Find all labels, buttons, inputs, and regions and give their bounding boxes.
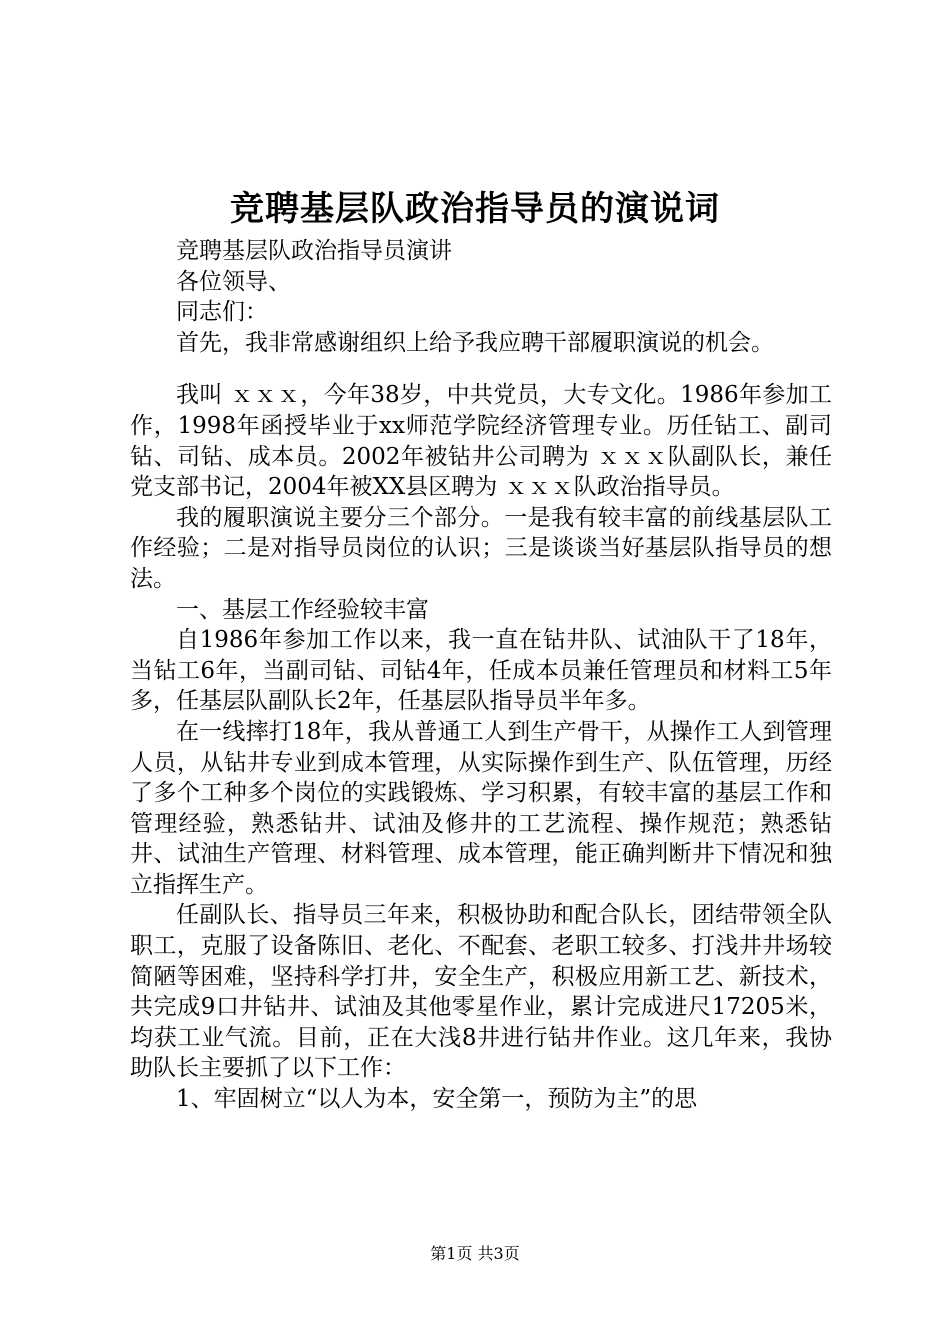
list-item-1: 1、牢固树立“以人为本，安全第一，预防为主”的思 xyxy=(176,1086,698,1113)
section-heading-experience: 一、基层工作经验较丰富 xyxy=(176,596,429,623)
paragraph-gap xyxy=(130,358,832,380)
paragraph-speech-heading: 竞聘基层队政治指导员演讲 xyxy=(176,238,452,264)
document-body xyxy=(130,236,832,1115)
paragraph-greeting-leaders: 各位领导、 xyxy=(176,268,291,295)
paragraph-achievements: 任副队长、指导员三年来，积极协助和配合队长，团结带领全队职工，克服了设备陈旧、老化、不配套、老职工较多、打浅井井场较简陋等困难，坚持科学打井，安全生产，积极应用新工艺、新技术，共完成9口井钻井、试油及其他零星作业，累计完成进尺17205米，均获工业气流。目前，正在大浅8井进行钻井作业。这几年来，我协助队长主要抓了以下工作： xyxy=(130,902,832,1082)
paragraph-work-history: 自1986年参加工作以来，我一直在钻井队、试油队干了18年，当钻工6年，当副司钻、司钻4年，任成本员兼任管理员和材料工5年多，任基层队副队长2年，任基层队指导员半年多。 xyxy=(130,627,832,715)
paragraph-speech-outline: 我的履职演说主要分三个部分。一是我有较丰富的前线基层队工作经验；二是对指导员岗位的认识；三是谈谈当好基层队指导员的想法。 xyxy=(130,504,832,592)
paragraph-thanks: 首先，我非常感谢组织上给予我应聘干部履职演说的机会。 xyxy=(176,329,774,356)
paragraph-frontline-experience: 在一线摔打18年，我从普通工人到生产骨干，从操作工人到管理人员，从钻井专业到成本管理，从实际操作到生产、队伍管理，历经了多个工种多个岗位的实践锻炼、学习积累，有较丰富的基层工作和管理经验，熟悉钻井、试油及修井的工艺流程、操作规范；熟悉钻井、试油生产管理、材料管理、成本管理，能正确判断井下情况和独立指挥生产。 xyxy=(130,718,832,898)
document-title: 竞聘基层队政治指导员的演说词 xyxy=(230,189,720,229)
paragraph-greeting-comrades: 同志们： xyxy=(176,299,268,326)
paragraph-self-introduction: 我叫 ｘｘｘ，今年38岁，中共党员，大专文化。1986年参加工作，1998年函授毕业于xx师范学院经济管理专业。历任钻工、副司钻、司钻、成本员。2002年被钻井公司聘为 ｘｘｘ队副队长，兼任党支部书记，2004年被XX县区聘为 ｘｘｘ队政治指导员。 xyxy=(130,382,832,501)
page-footer: 第1页 共3页 xyxy=(430,1244,520,1263)
